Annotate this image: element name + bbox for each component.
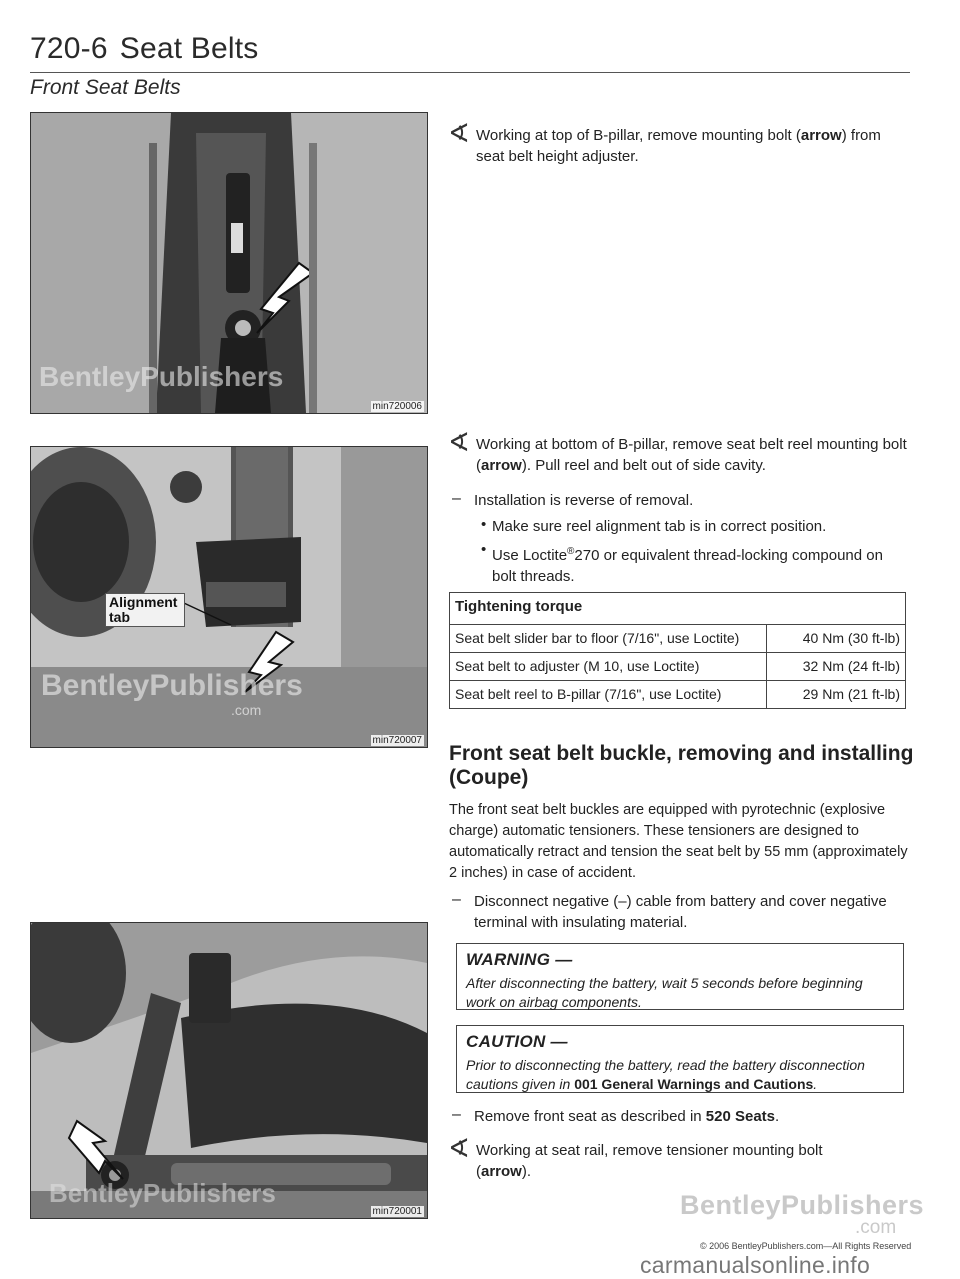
table-title: Tightening torque [450,593,906,625]
table-cell-item: Seat belt reel to B-pillar (7/16", use Loctite) [450,681,767,709]
warning-text: After disconnecting the battery, wait 5 seconds before beginning work on airbag components. [466,975,863,1010]
caution-text: Prior to disconnecting the battery, read the battery disconnection cautions given in 001 General Warnings and Cautions. [466,1057,865,1092]
step-remove-reel-bolt: Working at bottom of B-pillar, remove seat belt reel mounting bolt (arrow). Pull reel and belt out of side cavity. [476,436,907,474]
warning-box [456,943,904,1010]
table-cell-value: 32 Nm (24 ft-lb) [767,653,906,681]
caution-box [456,1025,904,1093]
torque-table [449,592,906,709]
section-title: Front Seat Belts [30,76,181,99]
bullet-icon: • [481,516,487,533]
photo-id-label: min720006 [372,401,422,412]
step-dash-icon: – [452,1106,461,1123]
photo-b-pillar-top [30,112,428,414]
table-row [450,653,906,681]
figure-pointer-icon: ∢ [448,119,470,149]
publisher-logo: BentleyPublishers [680,1190,925,1220]
bullet-icon: • [481,541,487,558]
section-heading: Front seat belt buckle, removing and installing (Coupe) [449,742,914,789]
bullet-alignment-tab: Make sure reel alignment tab is in correct position. [492,518,827,535]
page-header [30,32,258,66]
photo-id-label: min720001 [372,1206,422,1217]
header-divider [30,72,910,73]
caution-title: CAUTION — [466,1032,568,1051]
site-watermark: carmanualsonline.info [640,1252,871,1278]
chapter-title: Seat Belts [119,32,259,65]
table-cell-item: Seat belt slider bar to floor (7/16", use Loctite) [450,625,767,653]
alignment-tab-callout: Alignment tab [105,593,185,627]
step-dash-icon: – [452,891,461,908]
table-row [450,681,906,709]
step-disconnect-battery: Disconnect negative (–) cable from battery and cover negative terminal with insulating material. [474,893,887,931]
publisher-logo-com: .com [855,1217,897,1238]
copyright-notice: © 2006 BentleyPublishers.com—All Rights Reserved [700,1241,912,1251]
photo-b-pillar-bottom [30,446,428,748]
page-number: 720-6 [30,32,108,65]
table-cell-value: 40 Nm (30 ft-lb) [767,625,906,653]
bullet-loctite: Use Loctite®270 or equivalent thread-locking compound on bolt threads. [492,546,883,585]
figure-pointer-icon: ∢ [448,1134,470,1164]
warning-title: WARNING — [466,950,573,969]
photo-watermark: BentleyPublishers [39,361,284,392]
photo-id-label: min720007 [372,735,422,746]
photo-watermark: BentleyPublishers [49,1178,276,1208]
intro-paragraph: The front seat belt buckles are equipped with pyrotechnic (explosive charge) automatic tensioners. These tensioners are designed to automatically retract and tension the seat belt by 55 mm (approximately 2 inches) in case of accident. [449,802,908,881]
step-remove-adjuster-bolt: Working at top of B-pillar, remove mounting bolt (arrow) from seat belt height adjuster. [476,127,881,165]
photo-watermark: BentleyPublishers [41,669,303,702]
table-cell-item: Seat belt to adjuster (M 10, use Loctite) [450,653,767,681]
step-installation: Installation is reverse of removal. [474,492,694,509]
table-cell-value: 29 Nm (21 ft-lb) [767,681,906,709]
photo-seat-rail [30,922,428,1219]
table-row [450,625,906,653]
step-remove-seat: Remove front seat as described in 520 Seats. [474,1108,780,1125]
figure-pointer-icon: ∢ [448,428,470,458]
photo-watermark-com: .com [231,702,262,718]
table-header-row [450,593,906,625]
step-remove-tensioner-bolt: Working at seat rail, remove tensioner mounting bolt (arrow). [476,1142,823,1180]
step-dash-icon: – [452,490,461,507]
